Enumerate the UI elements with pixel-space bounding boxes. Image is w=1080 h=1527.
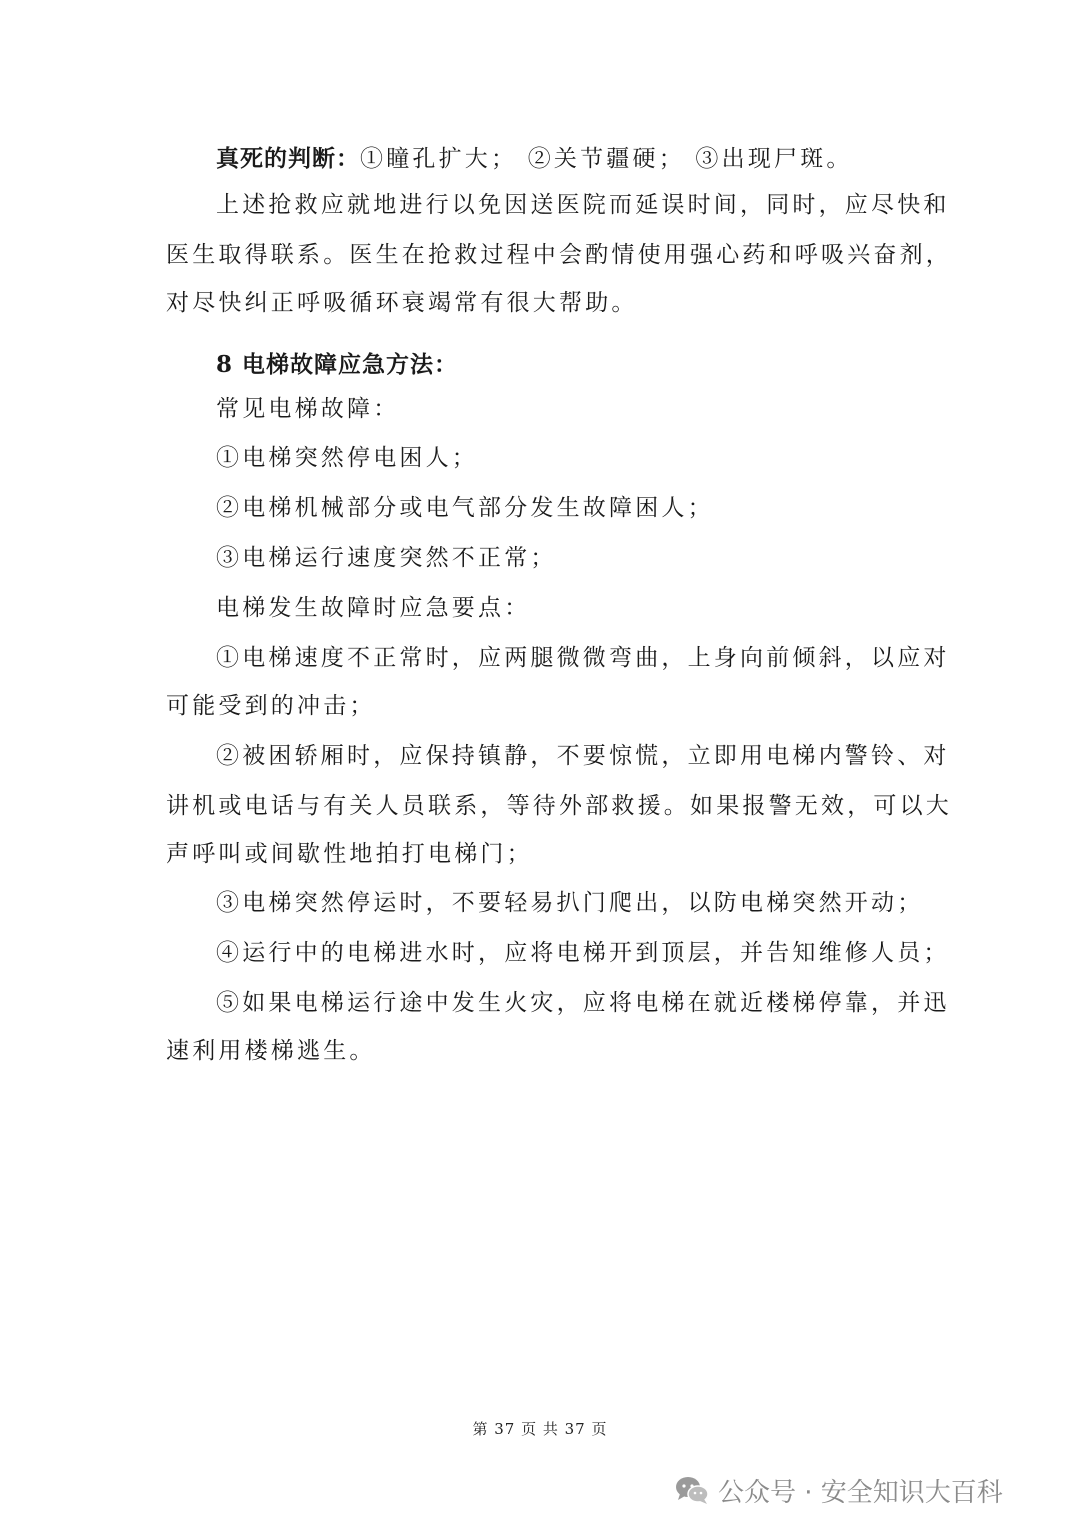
page-number: 第 37 页 共 37 页 xyxy=(472,1420,608,1438)
watermark-text: 公众号 · 安全知识大百科 xyxy=(718,1477,1003,1508)
wechat-icon xyxy=(674,1475,710,1505)
list-item-continued: 声呼叫或间歇性地拍打电梯门； xyxy=(166,841,533,867)
list-item: ③电梯运行速度突然不正常； xyxy=(216,545,557,571)
paragraph-line: 上述抢救应就地进行以免因送医院而延误时间，同时，应尽快和 xyxy=(216,192,950,218)
section-heading: 8 电梯故障应急方法： xyxy=(216,351,459,378)
death-judgment-label: 真死的判断： xyxy=(216,145,360,172)
list-item: ⑤如果电梯运行途中发生火灾，应将电梯在就近楼梯停靠，并迅 xyxy=(216,990,950,1016)
list-item: ②电梯机械部分或电气部分发生故障困人； xyxy=(216,495,714,521)
paragraph-line: 医生取得联系。医生在抢救过程中会酌情使用强心药和呼吸兴奋剂， xyxy=(166,242,952,268)
list-item-continued: 速利用楼梯逃生。 xyxy=(166,1038,376,1064)
list-item: ①电梯突然停电困人； xyxy=(216,445,478,471)
list-item: ①电梯速度不正常时，应两腿微微弯曲，上身向前倾斜，以应对 xyxy=(216,645,950,671)
list-item-continued: 可能受到的冲击； xyxy=(166,693,376,719)
list-item-continued: 讲机或电话与有关人员联系，等待外部救援。如果报警无效，可以大 xyxy=(166,793,952,819)
death-judgment-line xyxy=(216,144,853,174)
paragraph-line: 对尽快纠正呼吸循环衰竭常有很大帮助。 xyxy=(166,290,638,316)
death-judgment-items: ①瞳孔扩大； ②关节疆硬； ③出现尸斑。 xyxy=(360,146,853,172)
list-item: ④运行中的电梯进水时，应将电梯开到顶层，并告知维修人员； xyxy=(216,940,950,966)
paragraph-line: 电梯发生故障时应急要点： xyxy=(216,595,531,621)
list-item: ③电梯突然停运时，不要轻易扒门爬出，以防电梯突然开动； xyxy=(216,890,924,916)
list-item: ②被困轿厢时，应保持镇静，不要惊慌，立即用电梯内警铃、对 xyxy=(216,743,950,769)
paragraph-line: 常见电梯故障： xyxy=(216,396,400,422)
watermark xyxy=(674,1472,1003,1508)
